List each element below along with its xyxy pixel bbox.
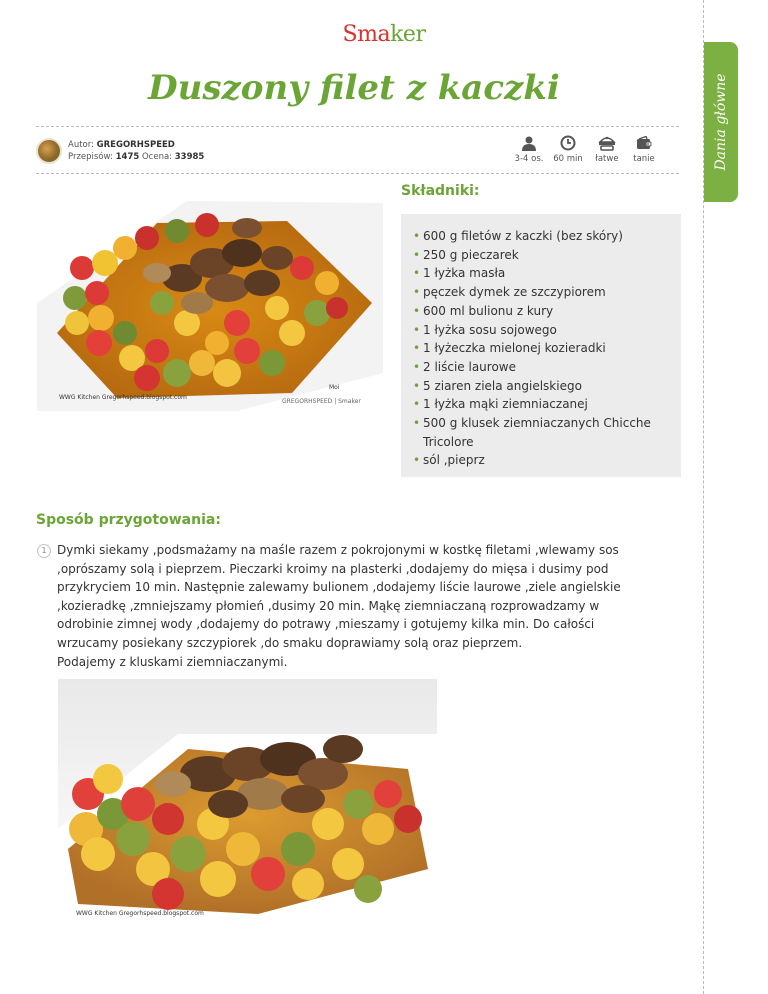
category-tab[interactable]	[704, 42, 738, 202]
ingredient-item: • 500 g klusek ziemniaczanych Chicche	[413, 414, 671, 433]
smaker-logo[interactable]	[0, 22, 768, 47]
photo-top-watermark-left: WWG Kitchen Gregorhspeed.blogspot.com	[59, 394, 187, 401]
ingredient-item: • 600 g filetów z kaczki (bez skóry)	[413, 227, 671, 246]
author-label: Autor:	[68, 140, 94, 150]
ingredient-item: • 1 łyżka sosu sojowego	[413, 321, 671, 340]
ingredient-item: • 1 łyżeczka mielonej kozieradki	[413, 339, 671, 358]
ingredients-box	[401, 214, 681, 477]
logo-part-1: Sma	[342, 22, 391, 47]
category-tab-label: Dania główne	[713, 73, 729, 171]
ingredient-item: • 1 łyżka masła	[413, 264, 671, 283]
preparation-heading: Sposób przygotowania:	[36, 512, 221, 528]
dish-photo-top	[37, 183, 383, 411]
logo-part-2: ker	[390, 22, 426, 47]
author-block	[36, 138, 204, 164]
recipes-count: 1475	[115, 152, 140, 162]
ingredient-item: • 1 łyżka mąki ziemniaczanej	[413, 395, 671, 414]
meta-cost-label: tanie	[633, 154, 655, 164]
dish-photo-bottom	[58, 679, 437, 925]
step-text	[57, 541, 682, 671]
ingredients-heading: Składniki:	[401, 183, 480, 199]
ingredient-item: • 5 ziaren ziela angielskiego	[413, 377, 671, 396]
meta-difficulty-label: łatwe	[595, 154, 619, 164]
meta-servings-label: 3-4 os.	[514, 154, 544, 164]
recipe-title: Duszony filet z kaczki	[148, 68, 560, 108]
step-line: wrzucamy posiekany szczypiorek ,do smaku doprawiamy solą oraz pieprzem.	[57, 635, 523, 650]
meta-time-label: 60 min	[553, 154, 583, 164]
step-line: ,kozieradkę ,zmniejszamy płomień ,dusimy 20 min. Mąkę ziemniaczaną rozprowadzamy w	[57, 598, 600, 613]
ingredient-item: • pęczek dymek ze szczypiorem	[413, 283, 671, 302]
step-line: Dymki siekamy ,podsmażamy na maśle razem z pokrojonymi w kostkę filetami ,wlewamy sos	[57, 543, 619, 557]
author-name[interactable]: GREGORHSPEED	[96, 140, 175, 150]
ingredient-item: • 600 ml bulionu z kury	[413, 302, 671, 321]
photo-bottom-watermark: WWG Kitchen Gregorhspeed.blogspot.com	[76, 910, 204, 917]
photo-top-watermark-right: GREGORHSPEED | Smaker	[282, 398, 361, 405]
step-line: ,oprószamy solą i pieprzem. Pieczarki kroimy na plasterki ,dodajemy do mięsa i dusimy pod	[57, 561, 609, 576]
step-number: 1	[37, 544, 51, 558]
rating-label: Ocena:	[141, 152, 173, 162]
ingredient-item: • 250 g pieczarek	[413, 246, 671, 265]
step-line: odrobinie zimnej wody ,dodajemy do potrawy ,mieszamy i gotujemy kilka min. Do całości	[57, 617, 595, 632]
ingredient-item-continued: Tricolore	[423, 434, 474, 449]
meta-cost	[621, 134, 667, 164]
ingredient-item: • sól ,pieprz	[413, 451, 671, 470]
ingredient-item: • 2 liście laurowe	[413, 358, 671, 377]
wallet-icon	[621, 134, 667, 152]
ingredients-list	[413, 227, 671, 470]
divider-meta	[36, 173, 679, 174]
photo-top-watermark-moi: Moi	[329, 384, 340, 391]
author-avatar[interactable]	[36, 138, 62, 164]
step-line: przykryciem 10 min. Następnie zalewamy bulionem ,dodajemy liście laurowe ,ziele angielskie	[57, 580, 621, 595]
divider-top	[36, 126, 679, 127]
rating-value: 33985	[174, 152, 205, 162]
recipes-label: Przepisów:	[68, 152, 113, 162]
step-line: Podajemy z kluskami ziemniaczanymi.	[57, 654, 288, 669]
